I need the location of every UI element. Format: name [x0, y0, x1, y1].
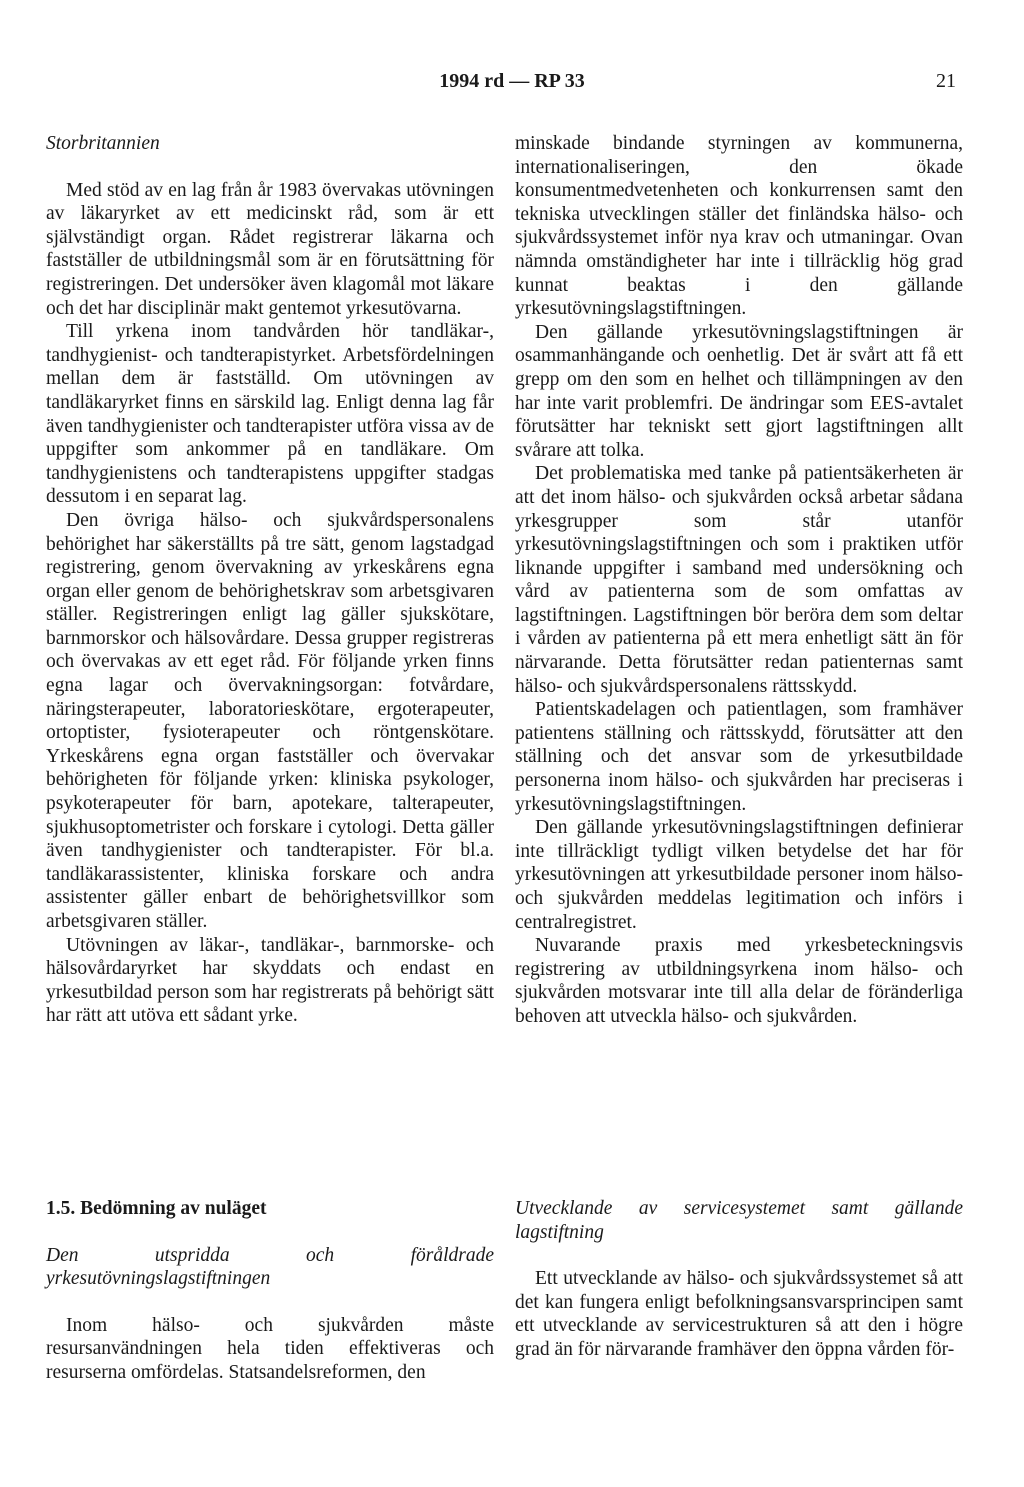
subheading: Den utspridda och föråldrade yrkesutövningslagstiftningen [46, 1244, 494, 1290]
paragraph: Med stöd av en lag från år 1983 övervakas utövningen av läkaryrket av ett medicinskt råd, som är ett självständigt organ. Rådet registrerar läkarna och fastställer de utbildningsmål som är en förutsättning för registreringen. Det undersöker även klagomål mot läkare och det har disciplinär makt gentemot yrkesutövarna. [46, 179, 494, 319]
paragraph: Nuvarande praxis med yrkesbeteckningsvis registrering av utbildningsyrkena inom hälso- och sjukvården motsvarar inte till alla delar de föränderliga behoven att utveckla hälso- och sjukvården. [515, 935, 963, 1027]
paragraph: Den övriga hälso- och sjukvårdspersonalens behörighet har säkerställts på tre sätt, genom lagstadgad registrering, genom övervakning av yrkeskårens egna organ eller genom de behörighetskrav som arbetsgivaren ställer. Registreringen enligt lag gäller sjukskötare, barnmorskor och hälsovårdare. Dessa grupper registreras och övervakas av ett eget råd. För följande yrken finns egna lagar och övervakningsorgan: fotvårdare, näringsterapeuter, laboratorieskötare, ergoterapeuter, ortoptister, fysioterapeuter och röntgenskötare. Yrkeskårens egna organ fastställer och övervakar behörigheten för följande yrken: kliniska psykologer, psykoterapeuter för barn, apotekare, talterapeuter, sjukhusoptometrister och forskare i cytologi. Detta gäller även tandhygienister och tandterapister. För bl.a. tandläkarassistenter, kliniska forskare och andra assistenter gäller enbart de behörighetsvillkor som arbetsgivaren ställer. [46, 509, 494, 932]
paragraph: Utövningen av läkar-, tandläkar-, barnmorske- och hälsovårdaryrket har skyddats och endast en yrkesutbildad person som har registrerats på behörigt sätt har rätt att utöva ett sådant yrke. [46, 934, 494, 1027]
page-number: 21 [936, 70, 956, 92]
page-header [0, 70, 1024, 100]
paragraph: Det problematiska med tanke på patientsäkerheten är att det inom hälso- och sjukvården också arbetar sådana yrkesgrupper som står utanför yrkesutövningslagstiftningen och som i praktiken utför liknande uppgifter i samband med undersökning och vård av patienterna som de som omfattas av lagstiftningen. Lagstiftningen bör beröra dem som deltar i vården av patienterna på ett mera enhetligt sätt än för närvarande. Detta förutsätter redan patienternas samt hälso- och sjukvårdspersonalens rättsskydd. [515, 463, 963, 697]
right-column-bottom [515, 1197, 963, 1362]
paragraph: Patientskadelagen och patientlagen, som framhäver patientens ställning och rättsskydd, förutsätter att den ställning och det ansvar som de yrkesutbildade personerna inom hälso- och sjukvården har preciseras i yrkesutövningslagstiftningen. [515, 699, 963, 815]
subheading: Utvecklande av servicesystemet samt gällande lagstiftning [515, 1198, 963, 1243]
paragraph: Den gällande yrkesutövningslagstiftningen är osammanhängande och oenhetlig. Det är svårt att få ett grepp om den som en helhet och tillämpningen av den har inte varit problemfri. De ändringar som EES-avtalet förutsätter har tekniskt sett gjort lagstiftningen allt svårare att tolka. [515, 321, 963, 461]
left-column-top [46, 132, 494, 1028]
paragraph: Till yrkena inom tandvården hör tandläkar-, tandhygienist- och tandterapistyrket. Arbetsfördelningen mellan dem är fastställd. Om utövningen av tandläkaryrket finns en särskild lag. Enligt denna lag får även tandhygienister och tandterapister utföra vissa av de uppgifter som ankommer på en tandläkare. Om tandhygienistens och tandterapistens uppgifter stadgas dessutom i en separat lag. [46, 321, 494, 508]
right-column-top [515, 132, 963, 1029]
paragraph: minskade bindande styrningen av kommunerna, internationaliseringen, den ökade konsumentmedvetenheten och konkurrensen samt den tekniska utvecklingen ställer det finländska hälso- och sjukvårdssystemet inför nya krav och utmaningar. Ovan nämnda omständigheter har inte i tillräcklig hög grad kunnat beaktas i den gällande yrkesutövningslagstiftningen. [515, 133, 963, 320]
paragraph: Inom hälso- och sjukvården måste resursanvändningen hela tiden effektiveras och resurserna omfördelas. Statsandelsreformen, den [46, 1314, 494, 1383]
left-column-bottom [46, 1197, 494, 1385]
paragraph: Ett utvecklande av hälso- och sjukvårdssystemet så att det kan fungera enligt befolkningsansvarsprincipen samt ett utvecklande av servicestrukturen så att den i högre grad än för närvarande framhäver den öppna vården för- [515, 1268, 963, 1360]
section-heading-storbritannien: Storbritannien [46, 133, 160, 154]
header-title: 1994 rd — RP 33 [439, 70, 585, 92]
section-heading-bedomning: 1.5. Bedömning av nuläget [46, 1198, 267, 1219]
paragraph: Den gällande yrkesutövningslagstiftningen definierar inte tillräckligt tydligt vilken betydelse det har för yrkesutövningen att yrkesutbildade personer inom hälso- och sjukvården meddelas legitimation och införs i centralregistret. [515, 817, 963, 933]
